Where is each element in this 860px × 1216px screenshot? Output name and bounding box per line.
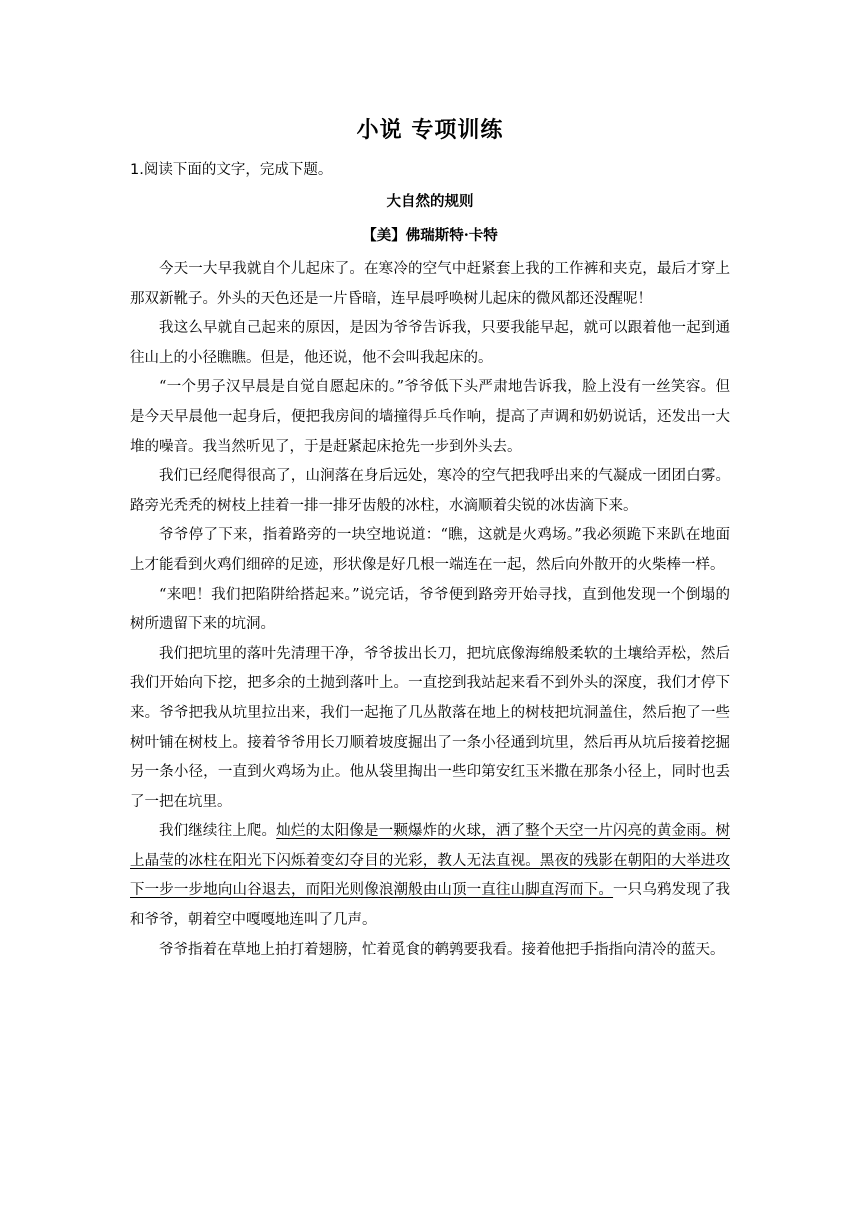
paragraph: 我这么早就自己起来的原因，是因为爷爷告诉我，只要我能早起，就可以跟着他一起到通往山上的小径瞧瞧。但是，他还说，他不会叫我起床的。 <box>130 320 730 366</box>
paragraph: 爷爷停了下来，指着路旁的一块空地说道：“瞧，这就是火鸡场。”我必须跪下来趴在地面上才能看到火鸡们细碎的足迹，形状像是好几根一端连在一起，然后向外散开的火柴棒一样。 <box>130 527 730 573</box>
paragraph-text: 一只乌鸦发现了我和爷爷，朝着空中嘎嘎地连叫了几声。 <box>130 882 731 929</box>
paragraph: “一个男子汉早晨是自觉自愿起床的。”爷爷低下头严肃地告诉我，脸上没有一丝笑容。但是今天早晨他一起身后，便把我房间的墙撞得乒乓作响，提高了声调和奶奶说话，还发出一大堆的噪音。我当然听见了，于是赶紧起床抢先一步到外头去。 <box>130 379 730 455</box>
paragraph-text: 我们继续往上爬。 <box>159 823 277 840</box>
paragraph: “来吧！我们把陷阱给搭起来。”说完话，爷爷便到路旁开始寻找，直到他发现一个倒塌的树所遗留下来的坑洞。 <box>130 586 730 633</box>
paragraph: 我们已经爬得很高了，山涧落在身后远处，寒冷的空气把我呼出来的气凝成一团团白雾。路旁光秃秃的树枝上挂着一排一排牙齿般的冰柱，水滴顺着尖锐的冰齿滴下来。 <box>130 468 730 514</box>
story-body <box>130 255 730 965</box>
underlined-sentence: 灿烂的太阳像是一颗爆炸的火球，洒了整个天空一片闪亮的黄金雨。树上晶莹的冰柱在阳光下闪烁着变幻夺目的光彩，教人无法直视。黑夜的残影在朝阳的大举进攻下一步一步地向山谷退去，而阳光则像浪潮般由山顶一直往山脚直泻而下。 <box>130 823 731 899</box>
question-prompt: 1.阅读下面的文字，完成下题。 <box>130 162 333 178</box>
paragraph-with-underline <box>130 817 730 935</box>
paragraph: 今天一大早我就自个儿起床了。在寒冷的空气中赶紧套上我的工作裤和夹克，最后才穿上那双新靴子。外头的天色还是一片昏暗，连早晨呼唤树儿起床的微风都还没醒呢！ <box>130 261 730 307</box>
paragraph: 爷爷指着在草地上拍打着翅膀，忙着觅食的鹌鹑要我看。接着他把手指指向清冷的蓝天。 <box>159 941 725 958</box>
story-title: 大自然的规则 <box>386 193 474 210</box>
page-title: 小说 专项训练 <box>356 118 504 143</box>
story-author: 【美】佛瑞斯特·卡特 <box>362 227 498 244</box>
paragraph: 我们把坑里的落叶先清理干净，爷爷拔出长刀，把坑底像海绵般柔软的土壤给弄松，然后我们开始向下挖，把多余的土抛到落叶上。一直挖到我站起来看不到外头的深度，我们才停下来。爷爷把我从坑里拉出来，我们一起拖了几丛散落在地上的树枝把坑洞盖住，然后抱了一些树叶铺在树枝上。接着爷爷用长刀顺着坡度掘出了一条小径通到坑里，然后再从坑后接着挖掘另一条小径，一直到火鸡场为止。他从袋里掏出一些印第安红玉米撒在那条小径上，同时也丢了一把在坑里。 <box>130 645 730 810</box>
